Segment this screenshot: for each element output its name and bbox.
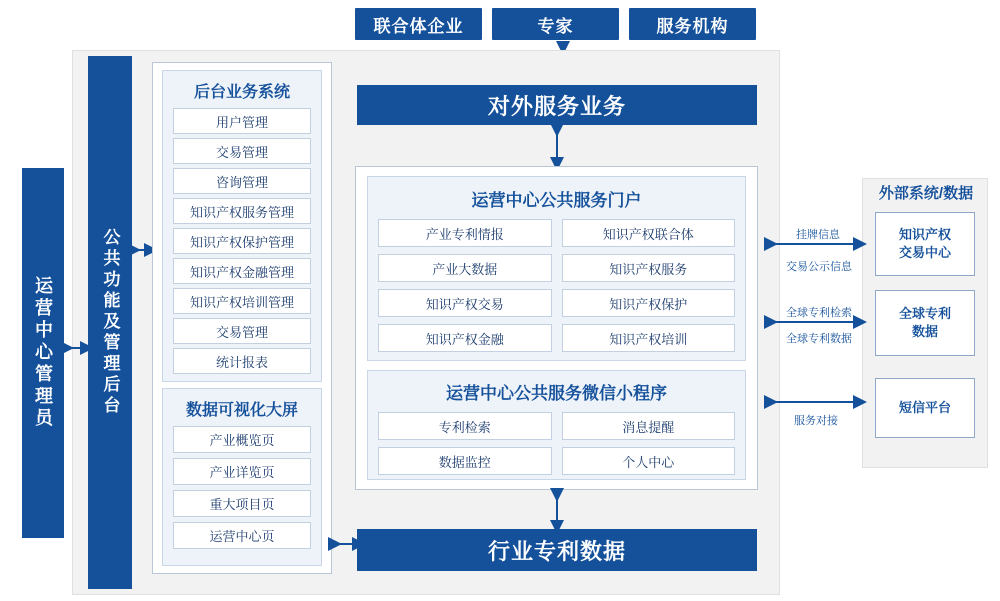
external-item-2-label: 短信平台 [898, 400, 951, 416]
portal-item-0[interactable] [378, 219, 552, 247]
portal-item-2-label: 产业大数据 [432, 261, 498, 277]
dashboard-item-1-label: 产业详览页 [209, 465, 275, 480]
external-link-label-1: 交易公示信息 [786, 261, 852, 273]
backend-item-0[interactable] [173, 108, 311, 134]
industry-patent-data-bar [357, 529, 757, 571]
backend-item-1-label: 交易管理 [215, 144, 268, 160]
external-service-label: 对外服务业务 [487, 93, 626, 119]
external-item-1-label: 全球专利 数据 [898, 306, 951, 339]
miniprogram-title: 运营中心公共服务微信小程序 [446, 384, 667, 403]
external-item-global-patent-data[interactable] [875, 290, 975, 356]
top-chip-alliance-label: 联合体企业 [373, 16, 464, 36]
top-chip-service-org[interactable] [629, 8, 756, 40]
portal-item-1[interactable] [562, 219, 736, 247]
dashboard-item-3[interactable] [173, 522, 311, 549]
top-chip-alliance[interactable] [355, 8, 482, 40]
portal-item-1-label: 知识产权联合体 [602, 226, 694, 242]
industry-patent-data-label: 行业专利数据 [487, 538, 626, 564]
external-service-bar [357, 85, 757, 125]
dashboard-title: 数据可视化大屏 [185, 402, 298, 419]
portal-item-5[interactable] [562, 289, 736, 317]
public-service-portal [367, 176, 746, 361]
service-portal-arrow [542, 127, 572, 167]
backend-item-6-label: 知识产权培训管理 [189, 294, 294, 310]
dashboard-item-2[interactable] [173, 490, 311, 517]
portal-item-4-label: 知识产权交易 [425, 296, 504, 312]
dashboard-item-3-label: 运营中心页 [209, 529, 275, 544]
backend-item-0-label: 用户管理 [215, 114, 268, 130]
top-chip-service-org-label: 服务机构 [656, 16, 729, 36]
external-systems-title: 外部系统/数据 [878, 185, 974, 202]
backend-item-1[interactable] [173, 138, 311, 164]
dashboard-item-2-label: 重大项目页 [209, 497, 275, 512]
common-functions-label: 公共功能及管理后台 [100, 228, 120, 417]
backend-item-3[interactable] [173, 198, 311, 224]
external-link-label-4: 服务对接 [794, 415, 838, 427]
backend-item-5[interactable] [173, 258, 311, 284]
portal-item-5-label: 知识产权保护 [609, 296, 688, 312]
top-chip-expert[interactable] [492, 8, 619, 40]
dashboard-item-0[interactable] [173, 426, 311, 453]
portal-data-arrow [542, 492, 572, 530]
backend-item-2-label: 咨询管理 [215, 174, 268, 190]
portal-item-6-label: 知识产权金融 [425, 331, 504, 347]
external-link-label-3: 全球专利数据 [786, 333, 852, 345]
backend-item-8-label: 统计报表 [215, 354, 268, 370]
backend-business-system [162, 70, 322, 382]
external-item-sms-platform[interactable] [875, 378, 975, 438]
external-link-label-2: 全球专利检索 [786, 307, 852, 319]
admin-common-arrow [64, 338, 90, 358]
data-visualization-dashboard [162, 388, 322, 566]
operator-admin-block [22, 168, 64, 538]
external-arrow-sms [768, 392, 868, 412]
portal-title: 运营中心公共服务门户 [471, 191, 642, 210]
miniprogram-item-3-label: 个人中心 [622, 454, 675, 470]
miniprogram-item-0-label: 专利检索 [438, 419, 491, 435]
dashboard-item-1[interactable] [173, 458, 311, 485]
portal-item-7[interactable] [562, 324, 736, 352]
external-item-ip-trading-center[interactable] [875, 212, 975, 276]
operator-admin-label: 运营中心管理员 [33, 276, 53, 430]
portal-item-4[interactable] [378, 289, 552, 317]
backend-item-4-label: 知识产权保护管理 [189, 234, 294, 250]
wechat-miniprogram [367, 370, 746, 480]
portal-item-2[interactable] [378, 254, 552, 282]
common-functions-block [88, 56, 132, 589]
miniprogram-item-0[interactable] [378, 412, 552, 440]
portal-item-0-label: 产业专利情报 [425, 226, 504, 242]
external-item-0-label: 知识产权 交易中心 [898, 227, 951, 260]
top-chip-expert-label: 专家 [537, 16, 574, 36]
miniprogram-item-1-label: 消息提醒 [622, 419, 675, 435]
backend-item-4[interactable] [173, 228, 311, 254]
backend-item-7[interactable] [173, 318, 311, 344]
backend-item-6[interactable] [173, 288, 311, 314]
portal-item-7-label: 知识产权培训 [609, 331, 688, 347]
miniprogram-item-3[interactable] [562, 447, 736, 475]
backend-item-7-label: 交易管理 [215, 324, 268, 340]
backend-item-5-label: 知识产权金融管理 [189, 264, 294, 280]
miniprogram-item-1[interactable] [562, 412, 736, 440]
backend-item-2[interactable] [173, 168, 311, 194]
backend-title: 后台业务系统 [193, 84, 290, 101]
dashboard-item-0-label: 产业概览页 [209, 433, 275, 448]
portal-item-6[interactable] [378, 324, 552, 352]
miniprogram-item-2-label: 数据监控 [438, 454, 491, 470]
backend-item-8[interactable] [173, 348, 311, 374]
external-link-label-0: 挂牌信息 [796, 229, 840, 241]
portal-item-3[interactable] [562, 254, 736, 282]
common-backend-arrow [132, 240, 154, 260]
backend-item-3-label: 知识产权服务管理 [189, 204, 294, 220]
portal-item-3-label: 知识产权服务 [609, 261, 688, 277]
miniprogram-item-2[interactable] [378, 447, 552, 475]
